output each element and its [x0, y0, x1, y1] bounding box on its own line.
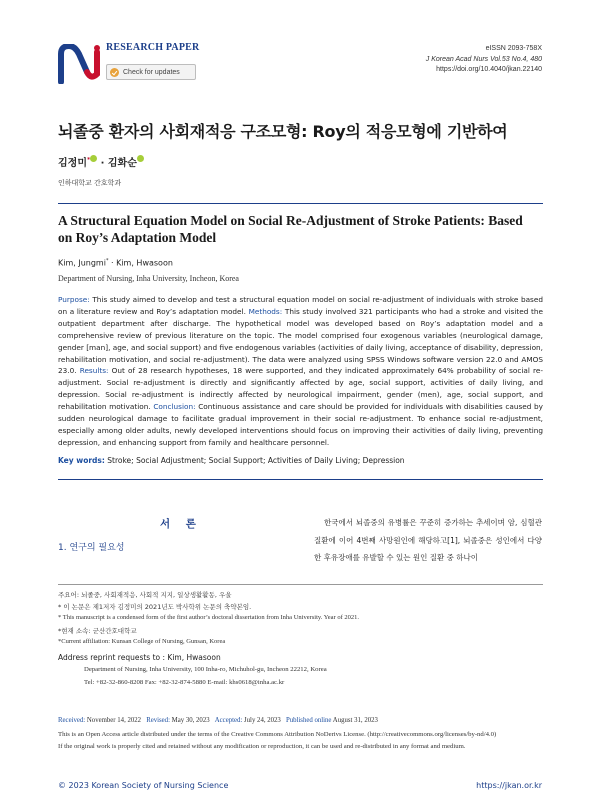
check-for-updates-label: Check for updates [123, 68, 180, 76]
journal-logo [57, 44, 105, 84]
author-1: 김정미 [58, 158, 87, 169]
conclusion-text: Continuous assistance and care should be provided for individuals with disabilities caused by sudden neurological damage to facilitate gradual improvement in their social re-adjustment. To enhance social re-adjustment, especially among older adults, newly developed interventions should focus on improving their activities of daily living, preventing depression, and enhancing support from family and healthcare personnel. [58, 402, 543, 447]
correspondence-contact: Tel: +82-32-860-8208 Fax: +82-32-874-5880 E-mail: khs0618@inha.ac.kr [84, 679, 285, 686]
korean-affiliation: 인하대학교 간호학과 [58, 179, 122, 187]
doi-link[interactable]: https://doi.org/10.4040/jkan.22140 [436, 66, 542, 73]
section-heading: 서 론 [160, 518, 202, 530]
orcid-icon[interactable] [137, 155, 144, 162]
received-date: November 14, 2022 [85, 717, 142, 724]
accepted-label: Accepted: [214, 717, 243, 724]
footnote: * This manuscript is a condensed form of the first author’s doctoral dissertation from Inha University. Year of 2021. [58, 614, 359, 621]
conclusion-label: Conclusion: [153, 402, 196, 412]
results-label: Results: [79, 366, 109, 376]
journal-citation: J Korean Acad Nurs Vol.53 No.4, 480 [425, 55, 542, 63]
copyright: © 2023 Korean Society of Nursing Science [58, 781, 229, 790]
methods-label: Methods: [248, 306, 283, 316]
body-text: 한국에서 뇌졸중의 유병률은 꾸준히 증가하는 추세이며 암, 심혈관 질환에 이어 4번째 사망원인에 해당하고[1], 뇌졸중은 성인에서 다양한 후유장애를 유발할 수 있는 원인 질환 중 하나이 [314, 518, 542, 562]
author-mark: * [105, 258, 109, 264]
keywords [58, 456, 543, 465]
purpose-text: This study aimed to develop and test a structural equation model on social re-adjustment of individuals with stroke based on a literature review and Roy’s adaptation model. [58, 295, 543, 316]
divider [58, 203, 543, 204]
published-label: Published online [285, 717, 332, 724]
license-text: This is an Open Access article distributed under the terms of the Creative Commons Attribution NoDerivs License. (http://creativecommons.org/licenses/by-nd/4.0) [58, 731, 497, 738]
revised-label: Revised: [146, 717, 170, 724]
article-type-label: RESEARCH PAPER [106, 42, 200, 53]
keywords-label: Key words: [58, 456, 105, 465]
published-date: August 31, 2023 [331, 717, 378, 724]
footnote: *현재 소속: 군산간호대학교 [58, 627, 137, 635]
footnote: * 이 논문은 제1저자 김정미의 2021년도 박사학위 논문의 축약본임. [58, 603, 252, 611]
korean-keywords: 주요어: 뇌졸중, 사회재적응, 사회적 지지, 일상생활활동, 우울 [58, 591, 232, 599]
author-2: 김화순 [107, 158, 137, 169]
received-label: Received: [58, 717, 86, 724]
correspondence: Address reprint requests to : Kim, Hwasoon [58, 653, 221, 662]
journal-url[interactable]: https://jkan.or.kr [476, 781, 542, 790]
results-text: Out of 28 research hypotheses, 18 were supported, and they indicated approximately 64% probability of social re-adjustment. Social re-adjustment is directly and significantly affected by age, social support, activities of daily living, and depression. Social re-adjustment is indirectly affected by neurological impairment, gender (men), age, social support, and rehabilitation motivation. [58, 366, 543, 412]
correspondence-address: Department of Nursing, Inha University, 100 Inha-ro, Michuhol-gu, Incheon 22212, Korea [84, 666, 327, 673]
accepted-date: July 24, 2023 [242, 717, 281, 724]
footnote: *Current affiliation: Kunsan College of Nursing, Gunsan, Korea [58, 638, 226, 645]
eissn: eISSN 2093-758X [485, 45, 542, 52]
english-title: A Structural Equation Model on Social Re-Adjustment of Stroke Patients: Based on Roy’s Adaptation Model [58, 213, 523, 245]
journal-info [426, 44, 542, 76]
author-2-en: · Kim, Hwasoon [108, 258, 173, 268]
author-1-en: Kim, Jungmi [58, 258, 106, 268]
revised-date: May 30, 2023 [169, 717, 210, 724]
license-text: If the original work is properly cited and retained without any modification or reproduction, it can be used and re-distributed in any format and medium. [58, 743, 466, 750]
methods-text: This study involved 321 participants who had a stroke and visited the outpatient department after discharge. The hypothetical model was developed based on Roy’s adaptation model and a comprehensive review of previous literature on the topic. The model comprised four exogenous variables (neurological damage, gender [man], age, and social support) and five endogenous variables (activities of daily living, acceptance of disability, depression, rehabilitation motivation, and social re-adjustment). The data were analyzed using SPSS Windows software version 22.0 and AMOS 23.0. [58, 306, 543, 376]
check-icon [110, 68, 119, 77]
purpose-label: Purpose: [58, 295, 90, 304]
english-authors [58, 258, 173, 268]
subsection-heading: 1. 연구의 필요성 [58, 543, 125, 553]
keywords-text: Stroke; Social Adjustment; Social Support; Activities of Daily Living; Depression [104, 456, 405, 465]
korean-authors: 김정미* · 김화순 [58, 154, 144, 169]
divider [58, 479, 543, 480]
korean-title: 뇌졸중 환자의 사회재적응 구조모형: Roy의 적응모형에 기반하여 [58, 122, 508, 141]
article-dates [58, 717, 378, 724]
english-affiliation: Department of Nursing, Inha University, Incheon, Korea [58, 274, 239, 283]
abstract [58, 294, 543, 449]
footnote-divider [58, 584, 543, 585]
author-separator: · [97, 158, 108, 169]
check-for-updates-button[interactable] [106, 64, 196, 80]
